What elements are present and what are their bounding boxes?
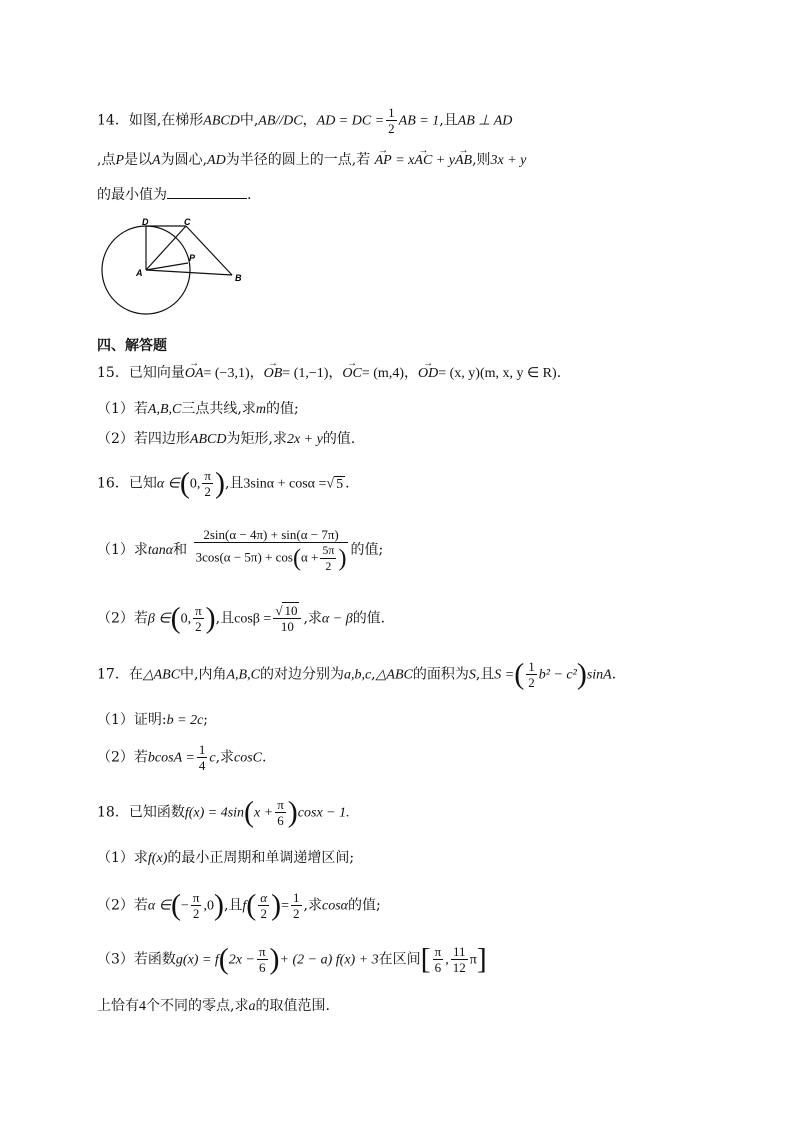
q18-sub3-cont: 上恰有4个不同的零点,求a的取值范围. <box>97 998 330 1014</box>
q14-line1: 14．如图,在梯形ABCD中,AB//DC，AD = DC = $\frac{1}{2}$ AB = 1,且AB ⊥ AD <box>97 105 513 136</box>
answer-blank[interactable] <box>167 184 247 199</box>
q17-sub1: （1）证明:b = 2c; <box>97 712 209 728</box>
q18-sub2: （2）若α ∈(− $\frac{\pi}{2}$ ,0),且f( $\frac{\alpha}{2}$ )= $\frac{1}{2}$ ,求cosα的值; <box>97 888 381 922</box>
fraction-half: $\frac{1}{2}$ <box>388 105 395 136</box>
q14-line2: ,点P是以A为圆心,AD为半径的圆上的一点,若 → AP = x→ AC + y→ AB,则3x + y <box>97 150 526 171</box>
label-B: B <box>235 273 242 283</box>
q14-figure <box>98 218 258 318</box>
label-A: A <box>136 268 143 278</box>
section-heading: 四、解答题 <box>97 338 167 354</box>
q18-stem: 18．已知函数f(x) = 4sin(x + $\frac{\pi}{6}$ )cosx − 1. <box>97 795 350 829</box>
q17-sub2: （2）若bcosA = $\frac{1}{4}$ c,求cosC. <box>97 742 267 773</box>
label-D: D <box>142 218 149 227</box>
q15-sub1: （1）若A,B,C三点共线,求m的值; <box>97 401 299 417</box>
q18-sub1: （1）求f(x)的最小正周期和单调递增区间; <box>97 850 355 866</box>
label-P: P <box>189 253 196 263</box>
q15-sub2: （2）若四边形ABCD为矩形,求2x + y的值. <box>97 431 356 447</box>
q16-sub1: （1）求tanα和 2sin(α − 4π) + sin(α − 7π) 3cos(α − 5π) + cos(α + $\frac{5\pi}{2}$ ) 的值; <box>97 526 384 573</box>
q15-stem: 15．已知向量→ OA= (−3,1)，→ OB= (1,−1)，→ OC= (m,4)，→ OD= (x, y)(m, x, y ∈ R). <box>97 363 561 384</box>
q18-sub3: （3）若函数g(x) = f(2x − $\frac{\pi}{6}$ )+ (2 − a) f(x) + 3在区间[ $\frac{\pi}{6}$ , $\frac{11}{12}$ π] <box>97 942 487 976</box>
label-C: C <box>184 218 191 227</box>
q17-stem: 17．在△ABC中,内角A,B,C的对边分别为a,b,c,△ABC的面积为S,且S =( $\frac{1}{2}$ b² − c²)sinA. <box>97 657 617 691</box>
q16-stem: 16．已知α ∈(0, $\frac{\pi}{2}$ ),且3sinα + cosα =√ 5 . <box>97 466 350 500</box>
q16-sub2: （2）若β ∈(0, $\frac{\pi}{2}$ ),且cosβ = $\frac{√ 10}{10}$ ,求α − β的值. <box>97 601 386 635</box>
q14-line3: 的最小值为 . <box>97 184 251 205</box>
